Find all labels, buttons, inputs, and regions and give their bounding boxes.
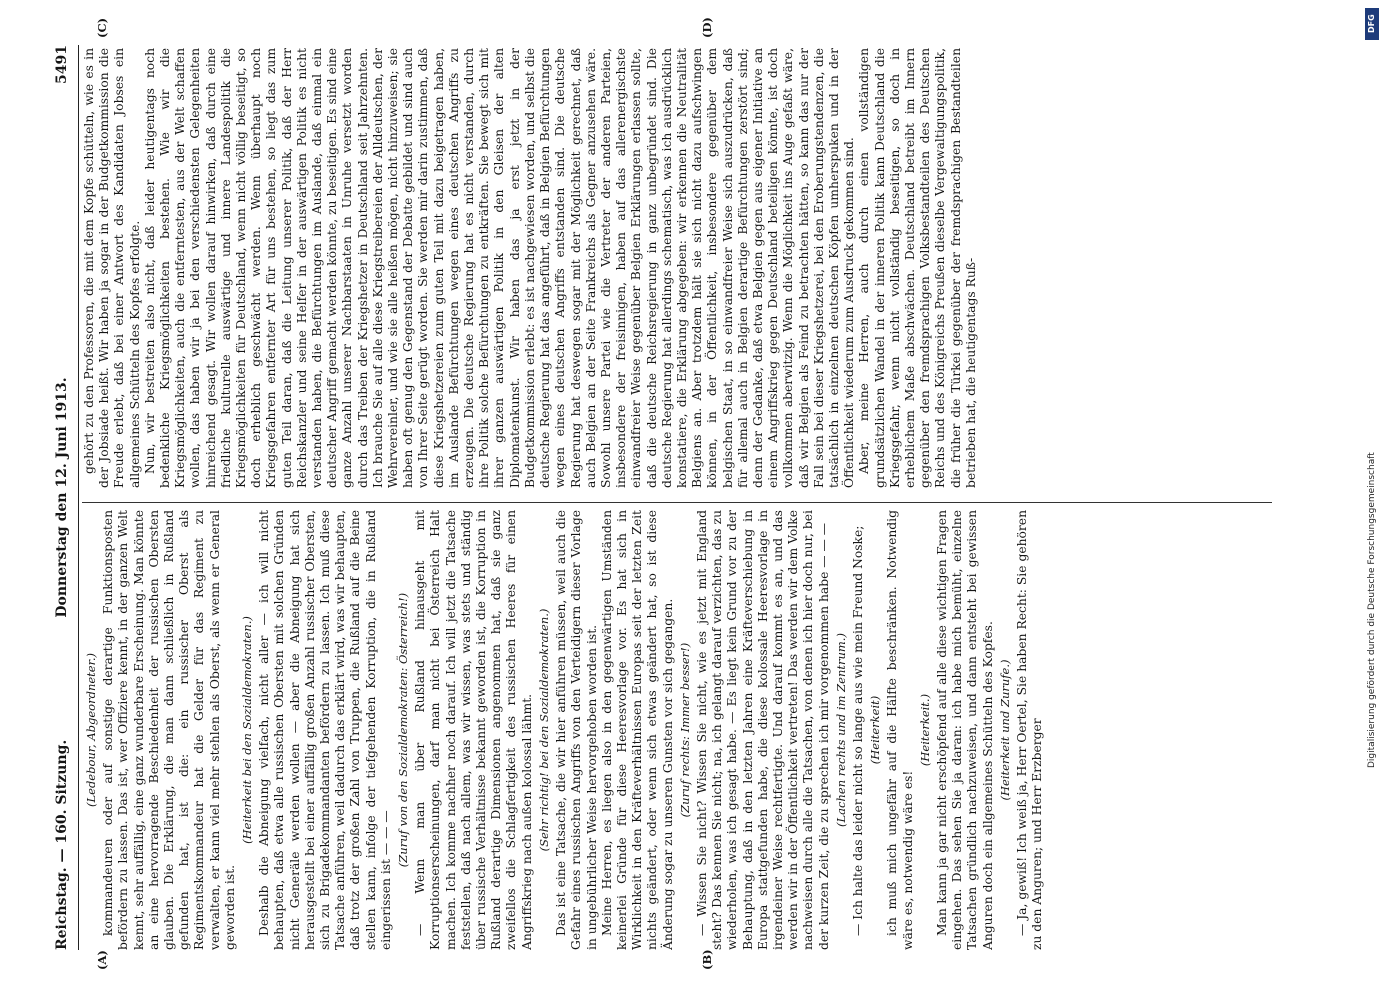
header-date: Donnerstag den 12. Juni 1913. (54, 377, 70, 618)
paragraph: Man kann ja gar nicht erschöpfend auf alle diese wichtigen Fragen eingehen. Das sehen Sie ja daran: ich habe mich bemüht, einzelne Tatsachen gründlich nachzuweisen, und dann entsteht bei gewissen Anguren doch ein allgemeines Schütteln des Kopfes. (934, 510, 995, 950)
stage-direction: (Ledebour, Abgeordneter.) (84, 653, 98, 807)
margin-marker-a: (A) (95, 950, 109, 970)
column-divider (82, 502, 1272, 503)
header-rule (78, 45, 79, 950)
page-number: 5491 (54, 45, 70, 84)
stage-direction: (Lachen rechts und im Zentrum.) (833, 633, 848, 827)
dfg-logo: DFG (1365, 8, 1379, 40)
text-column-left (82, 510, 1272, 950)
paragraph: Aber, meine Herren, auch durch einen vollständigen grundsätzlichen Wandel in der inneren Politik kann Deutschland die Kriegsgefahr, wenn nicht vollständig beseitigen, so doch in erheblichem Maße abschwächen. Deutschland betreibt im Innern gegenüber den fremdsprachigen Volksbestandteilen des Deutschen Reichs und des Königreichs Preußen dieselbe Vergewaltigungspolitik, die früher die Türkei gegenüber der fremdsprachigen Bestandteilen betrieben hat, die heutigentags Ruß- (857, 48, 978, 488)
paragraph: kommandeuren oder auf sonstige derartige Funktionsposten befördern zu lassen. Das ist, wer Offiziere kennt, in der ganzen Welt kennt, sehr auffällig, eine ganz wunderbare Erscheinung. Man könnte an eine hervorragende Beschiedenheit der russischen Obersten glauben. Die Erklärung, die man dann schließlich in Rußland gefunden hat, ist die: ein russischer Oberst als Regimentskommandeur hat die Gelder für das Regiment zu verwalten, er kann viel mehr stehlen als Oberst, als wenn er General geworden ist. (101, 510, 237, 950)
stage-direction: (Heiterkeit.) (917, 693, 932, 767)
page-header (50, 45, 76, 950)
margin-marker-b: (B) (700, 949, 714, 970)
stage-direction: (Heiterkeit bei den Sozialdemokraten.) (240, 616, 255, 844)
digitization-credit: Digitalisierung gefördert durch die Deutsche Forschungsgemeinschaft (1367, 452, 1377, 768)
stage-direction: (Heiterkeit) (868, 695, 883, 765)
paragraph: Deshalb die Abneigung vielfach, nicht aller — ich will nicht behaupten, daß etwa alle russischen Obersten mit solchen Gründen nicht Generäle werden wollen — aber die Abneigung hat sich herausgestellt bei einer auffällig großen Anzahl russischer Obersten, sich zu Brigadekommandanten befördern zu lassen. Ich muß diese Tatsache anführen, weil dadurch das erklärt wird, was wir behaupten, daß trotz der großen Zahl von Truppen, die Rußland auf die Beine stellen kann, infolge der tiefgehenden Korruption, die in Rußland eingerissen ist — — — (257, 510, 393, 950)
text-column-right (82, 48, 1272, 488)
margin-marker-d: (D) (700, 17, 714, 38)
stage-direction: (Heiterkeit und Zurufe.) (997, 659, 1012, 801)
paragraph: — Ich halte das leider nicht so lange aus wie mein Freund Noske; (850, 525, 865, 936)
paragraph: — Ja, gewiß! Ich weiß ja, Herr Oertel, Sie haben Recht: Sie gehören zu den Anguren; und Herr Erzberger (1014, 510, 1045, 950)
paragraph: Meine Herren, es liegen also in den gegenwärtigen Umständen keinerlei Gründe für diese Heeresvorlage vor. Es hat sich in Wirklichkeit in den Kräfteverhältnissen Europas seit der letzten Zeit nichts geändert, oder wenn sich etwas geändert hat, so ist diese Änderung sogar zu unseren Gunsten vor sich gegangen. (599, 510, 675, 950)
paragraph: Das ist eine Tatsache, die wir hier anführen müssen, weil auch die Gefahr eines russischen Angriffs von den Verteidigern dieser Vorlage in ungebührlicher Weise hervorgehoben worden ist. (554, 510, 599, 950)
paragraph: ich muß mich ungefähr auf die Hälfte beschränken. Notwendig wäre es, notwendig wäre es! (885, 510, 915, 950)
paragraph: — Wissen Sie nicht? Wissen Sie nicht, wie es jetzt mit England steht? Das kennen Sie nicht; na, ich gelangt darauf verzichten, das zu wiederholen, was ich gesagt habe. — Es liegt kein Grund vor zu der Behauptung, daß in den letzten Jahren eine Kräfteverschiebung in Europa stattgefunden habe, die diese kolossale Heeresvorlage in irgendeiner Weise rechtfertigte. Und darauf kommt es an, und das werden wir in der Öffentlichkeit vertreten! Das werden wir dem Volke nachweisen durch alle die Tatsachen, von denen ich hier doch nur, bei der kurzen Zeit, die zu sprechen ich mir vorgenommen habe — — — (694, 510, 831, 950)
stage-direction: (Zuruf rechts: Immer besser!) (677, 642, 692, 818)
stage-direction: (Sehr richtig! bei den Sozialdemokraten.) (536, 608, 551, 852)
paragraph: Nun, wir bestreiten also nicht, daß leider heutigentags noch bedenkliche Kriegsmöglichkeiten bestehen. Wie wir die Kriegsmöglichkeiten, auch die entferntesten, aus der Welt schaffen wollen, das haben wir ja bei den verschiedensten Gelegenheiten hinreichend gesagt. Wir wollen darauf hinwirken, daß durch eine friedliche kulturelle auswärtige und innere Landespolitik die Kriegsmöglichkeiten für Deutschland, wenn nicht völlig beseitigt, so doch erheblich geschwächt werden. Wenn überhaupt noch Kriegsgefahren entfernter Art für uns bestehen, so liegt das zum guten Teil daran, daß die Leitung unserer Politik, daß der Herr Reichskanzler und seine Helfer in der auswärtigen Politik es nicht verstanden haben, die Befürchtungen im Auslande, daß einmal ein deutscher Angriff gemacht werden könnte, zu beseitigen. Es sind eine ganze Anzahl unserer Nachbarstaaten in Unruhe versetzt worden durch das Treiben der Kriegshetzer in Deutschland seit Jahrzehnten. Ich brauche Sie auf alle diese Kriegstreibereien der Alldeutschen, der Wehrvereinler, und wie sie alle heißen mögen, nicht hinzuweisen; sie haben oft genug den Gegenstand der Debatte gebildet und sind auch von Ihrer Seite gerügt worden. Sie werden mir darin zustimmen, daß diese Kriegshetzereien zum guten Teil mit dazu beigetragen haben, im Auslande Befürchtungen wegen eines deutschen Angriffs zu erzeugen. Die deutsche Regierung hat es nicht verstanden, durch ihre Politik solche Befürchtungen zu entkräften. Sie bewegt sich mit ihrer ganzen auswärtigen Politik in den Gleisen der alten Diplomatenkunst. Wir haben das ja erst jetzt in der Budgetkommission erlebt: es ist nachgewiesen worden, und selbst die deutsche Regierung hat das angeführt, daß in Belgien Befürchtungen wegen eines deutschen Angriffs entstanden sind. Die deutsche Regierung hat deswegen sogar mit der Möglichkeit gerechnet, daß auch Belgien an der Seite Frankreichs als Gegner anzusehen wäre. Sowohl unsere Partei wie die Vertreter der anderen Parteien, insbesondere der freisinnigen, haben auf das allerenergischste einwandfreier Weise gegenüber Belgien Erklärungen erlassen sollte, daß die deutsche Reichsregierung in ganz unbegründet sind. Die deutsche Regierung hat allerdings schematisch, was ich ausdrücklich konstatiere, die Erklärung abgegeben: wir erkennen die Neutralität Belgiens an. Aber trotzdem hält sie sich nicht dazu aufschwingen können, in der Öffentlichkeit, insbesondere gegenüber dem belgischen Staat, in so einwandfreier Weise sich auszudrücken, daß für allemal auch in Belgien derartige Befürchtungen zerstört sind; denn der Gedanke, daß etwa Belgien gegen aus eigener Initiative an einem Angriffskrieg gegen Deutschland beteiligen könnte, ist doch vollkommen aberwitzig. Wenn die Möglichkeit ins Auge gefaßt wäre, daß wir Belgien als Feind zu betrachten hätten, so kann das nur der Fall sein bei dieser Kriegshetzerei, bei den Eroberungstendenzen, die tatsächlich in einzelnen deutschen Köpfen umherspuken und in der Öffentlichkeit wiederum zum Ausdruck gekommen sind. (142, 48, 857, 488)
paragraph: — Wenn man über Rußland hinausgeht mit Korruptionserscheinungen, darf man nicht bei Österreich Halt machen. Ich komme nachher noch darauf. Ich will jetzt die Tatsache feststellen, daß nach allem, was wir wissen, was stets und ständig über russische Verhältnisse bekannt geworden ist, die Korruption in Rußland derartige Dimensionen angenommen hat, daß sie ganz zweifellos die Schlagfertigkeit des russischen Heeres für einen Angriffskrieg nach außen kolossal lähmt. (413, 510, 534, 950)
paragraph: gehört zu den Professoren, die mit dem Kopfe schütteln, wie es in der Jobsiade heißt. Wir haben ja sogar in der Budgetkommission die Freude erlebt, daß bei einer Antwort des Kandidaten Jobses ein allgemeines Schütteln des Kopfes erfolgte. (82, 48, 142, 488)
margin-marker-c: (C) (95, 17, 109, 38)
header-left: Reichstag. — 160. Sitzung. (54, 739, 70, 950)
stage-direction: (Zuruf von den Sozialdemokraten: Österreich!) (396, 592, 411, 868)
